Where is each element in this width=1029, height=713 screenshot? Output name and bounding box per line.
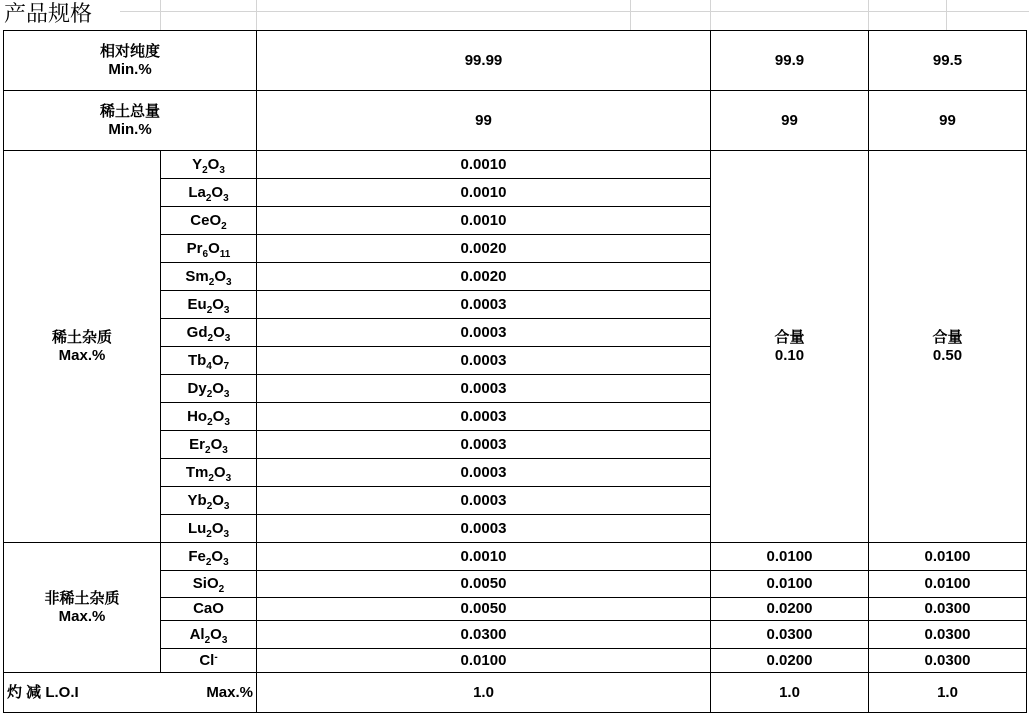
re-element-formula-sub2: 3 — [223, 388, 230, 400]
re-element-value[interactable]: 0.0003 — [257, 515, 711, 543]
re-element-formula — [190, 212, 226, 230]
re-element-formula-sub2: 7 — [223, 360, 230, 372]
non-re-element-value-1[interactable]: 0.0050 — [257, 571, 711, 598]
row-purity — [4, 31, 1027, 91]
re-combined-cell-2[interactable] — [711, 151, 869, 543]
non-re-element-formula-sub1: 2 — [218, 584, 225, 595]
re-element-formula — [187, 324, 231, 342]
non-re-element-formula-base: Cl — [199, 651, 215, 669]
re-element-formula-base: Tm — [185, 463, 209, 481]
re-element-value[interactable]: 0.0010 — [257, 151, 711, 179]
non-re-impurity-row — [4, 543, 1027, 571]
non-re-element-formula — [199, 652, 217, 670]
gridline — [256, 0, 257, 30]
spec-table — [3, 30, 1027, 713]
re-element-formula-sub1: 2 — [207, 416, 213, 428]
re-combined-value: 0.50 — [932, 346, 963, 364]
non-re-element-formula-base: Fe — [188, 547, 206, 565]
re-element-cell[interactable] — [161, 403, 257, 431]
re-element-value[interactable]: 0.0003 — [257, 431, 711, 459]
re-element-cell[interactable] — [161, 459, 257, 487]
re-element-formula-sub2: 11 — [219, 248, 231, 260]
non-re-impurity-label-unit: Max.% — [58, 607, 106, 625]
re-element-formula-sub2: 3 — [225, 472, 232, 484]
re-element-formula-sub1: 4 — [206, 360, 212, 372]
re-element-formula-mid: O — [212, 379, 224, 397]
re-element-formula-base: Y — [192, 155, 203, 173]
re-element-formula-sub1: 2 — [206, 500, 213, 512]
non-re-element-cell[interactable] — [161, 649, 257, 673]
re-element-formula — [188, 184, 228, 202]
re-element-formula-sub1: 2 — [206, 304, 213, 316]
re-element-value[interactable]: 0.0003 — [257, 291, 711, 319]
non-re-element-formula-sub2: 3 — [223, 556, 229, 568]
re-element-formula-base: Eu — [187, 295, 207, 313]
gridline — [160, 0, 161, 30]
re-combined-cell-3[interactable] — [869, 151, 1027, 543]
re-element-cell[interactable] — [161, 235, 257, 263]
re-combined-label: 合量 — [774, 328, 805, 346]
re-element-cell[interactable] — [161, 151, 257, 179]
non-re-element-formula-sub2: 3 — [221, 634, 228, 646]
re-combined-label: 合量 — [932, 328, 963, 346]
non-re-element-cell[interactable] — [161, 543, 257, 571]
re-element-formula — [187, 240, 231, 258]
re-element-value[interactable]: 0.0003 — [257, 487, 711, 515]
re-element-formula — [185, 268, 231, 286]
re-element-formula-base: Pr — [186, 239, 203, 257]
non-re-impurity-label-cn: 非稀土杂质 — [44, 589, 120, 607]
non-re-element-value-3[interactable]: 0.0300 — [869, 649, 1027, 673]
purity-value-3[interactable]: 99.5 — [869, 31, 1027, 91]
re-element-formula-base: Tb — [187, 351, 207, 369]
non-re-element-value-2[interactable]: 0.0200 — [711, 598, 869, 621]
re-element-cell[interactable] — [161, 431, 257, 459]
non-re-element-value-2[interactable]: 0.0100 — [711, 571, 869, 598]
re-element-formula-sub2: 3 — [223, 192, 229, 204]
re-impurity-label[interactable] — [4, 151, 161, 543]
re-element-formula — [188, 296, 230, 314]
re-element-formula-mid: O — [212, 295, 224, 313]
gridline — [710, 0, 711, 30]
re-element-formula-sub1: 2 — [221, 220, 227, 232]
re-element-formula-mid: O — [210, 435, 223, 453]
re-element-formula-base: La — [188, 183, 206, 201]
re-impurity-row — [4, 151, 1027, 179]
purity-label-unit: Min.% — [108, 60, 152, 78]
re-element-formula — [186, 464, 231, 482]
non-re-element-formula-mid: O — [210, 625, 222, 643]
re-element-value[interactable]: 0.0003 — [257, 375, 711, 403]
non-re-element-formula-sub1: 2 — [204, 634, 211, 646]
re-element-cell[interactable] — [161, 515, 257, 543]
re-element-formula-base: Er — [189, 435, 206, 453]
non-re-element-value-2[interactable]: 0.0300 — [711, 621, 869, 649]
re-element-formula — [188, 520, 229, 538]
non-re-element-formula — [193, 575, 224, 593]
non-re-element-value-3[interactable]: 0.0300 — [869, 598, 1027, 621]
non-re-element-value-2[interactable]: 0.0200 — [711, 649, 869, 673]
re-element-formula-mid: O — [211, 183, 224, 201]
re-element-formula-sub2: 3 — [224, 416, 230, 428]
non-re-element-value-1[interactable]: 0.0050 — [257, 598, 711, 621]
total-re-label-unit: Min.% — [108, 120, 152, 138]
re-element-formula-sub1: 2 — [208, 276, 215, 288]
re-element-formula-base: Sm — [185, 267, 209, 285]
re-element-formula-sub2: 3 — [226, 276, 232, 288]
re-element-formula-mid: O — [213, 323, 225, 341]
re-element-formula-sub1: 2 — [205, 192, 212, 204]
non-re-element-formula-base: Al — [189, 625, 205, 643]
re-element-value[interactable]: 0.0003 — [257, 319, 711, 347]
total-re-value-1[interactable]: 99 — [257, 91, 711, 151]
re-element-formula-mid: O — [214, 267, 226, 285]
re-element-cell[interactable] — [161, 487, 257, 515]
re-element-cell[interactable] — [161, 263, 257, 291]
non-re-element-value-1[interactable]: 0.0300 — [257, 621, 711, 649]
re-element-cell[interactable] — [161, 291, 257, 319]
re-element-formula-sub2: 3 — [224, 332, 231, 344]
re-element-formula-mid: O — [212, 407, 225, 425]
re-element-value[interactable]: 0.0003 — [257, 347, 711, 375]
non-re-element-formula-base: SiO — [192, 575, 219, 592]
re-impurity-label-unit: Max.% — [58, 346, 106, 364]
total-re-label[interactable] — [4, 91, 257, 151]
re-impurity-label-cn: 稀土杂质 — [51, 328, 112, 346]
re-element-formula-mid: O — [208, 239, 220, 257]
non-re-impurity-label[interactable] — [4, 543, 161, 673]
purity-label[interactable] — [4, 31, 257, 91]
re-element-formula-mid: O — [212, 491, 224, 509]
total-re-label-cn: 稀土总量 — [99, 102, 160, 120]
loi-label[interactable]: 灼 减 L.O.I — [4, 673, 161, 713]
re-element-formula-base: Yb — [187, 491, 207, 509]
re-element-value[interactable]: 0.0020 — [257, 263, 711, 291]
re-element-formula — [188, 352, 229, 370]
re-element-formula — [188, 492, 230, 510]
re-element-formula-sub1: 2 — [205, 444, 211, 456]
re-element-cell[interactable] — [161, 179, 257, 207]
re-element-value[interactable]: 0.0010 — [257, 207, 711, 235]
gridline — [630, 0, 631, 30]
non-re-element-formula-base: CaO — [193, 600, 224, 617]
gridline — [868, 0, 869, 30]
non-re-element-value-1[interactable]: 0.0100 — [257, 649, 711, 673]
re-element-cell[interactable] — [161, 207, 257, 235]
re-element-formula-mid: O — [211, 351, 224, 369]
re-element-formula — [189, 436, 228, 454]
re-element-formula-sub2: 3 — [223, 528, 230, 540]
loi-value-2[interactable]: 1.0 — [711, 673, 869, 713]
non-re-element-formula — [190, 626, 228, 644]
re-element-formula-sub2: 3 — [223, 304, 230, 316]
non-re-element-value-3[interactable]: 0.0100 — [869, 571, 1027, 598]
loi-unit[interactable]: Max.% — [161, 673, 257, 713]
re-element-formula-sub2: 3 — [219, 164, 225, 176]
re-element-formula-mid: O — [213, 463, 226, 481]
non-re-element-value-3[interactable]: 0.0300 — [869, 621, 1027, 649]
re-element-formula-sub1: 2 — [206, 388, 213, 400]
re-element-formula-base: Ho — [187, 407, 208, 425]
gridline — [946, 0, 947, 30]
row-loi — [4, 673, 1027, 713]
re-element-formula-base: Gd — [186, 323, 208, 341]
re-element-formula-sub2: 3 — [222, 444, 228, 456]
non-re-element-formula-sup: - — [214, 651, 218, 663]
purity-value-1[interactable]: 99.99 — [257, 31, 711, 91]
re-element-formula-sub1: 2 — [202, 164, 208, 176]
total-re-value-2[interactable]: 99 — [711, 91, 869, 151]
re-element-formula-sub1: 2 — [206, 528, 212, 540]
re-element-formula-sub1: 6 — [202, 248, 209, 260]
total-re-value-3[interactable]: 99 — [869, 91, 1027, 151]
re-element-formula-mid: O — [211, 519, 224, 537]
non-re-element-formula-sub1: 2 — [205, 556, 212, 568]
loi-value-1[interactable]: 1.0 — [257, 673, 711, 713]
purity-label-cn: 相对纯度 — [99, 42, 160, 60]
re-element-formula-base: Lu — [187, 519, 207, 537]
non-re-element-value-3[interactable]: 0.0100 — [869, 543, 1027, 571]
re-combined-value: 0.10 — [774, 346, 805, 364]
purity-value-2[interactable]: 99.9 — [711, 31, 869, 91]
re-element-formula-base: CeO — [190, 211, 222, 229]
re-element-formula-sub2: 3 — [223, 500, 230, 512]
non-re-element-cell[interactable] — [161, 621, 257, 649]
non-re-element-cell[interactable] — [161, 571, 257, 598]
re-element-cell[interactable] — [161, 375, 257, 403]
re-element-formula — [187, 408, 230, 426]
non-re-element-value-1[interactable]: 0.0010 — [257, 543, 711, 571]
row-total-re — [4, 91, 1027, 151]
re-element-formula — [188, 380, 230, 398]
loi-value-3[interactable]: 1.0 — [869, 673, 1027, 713]
non-re-element-formula — [193, 600, 224, 618]
non-re-element-value-2[interactable]: 0.0100 — [711, 543, 869, 571]
re-element-formula-sub1: 2 — [208, 472, 214, 484]
re-element-cell[interactable] — [161, 347, 257, 375]
non-re-element-cell[interactable] — [161, 598, 257, 621]
non-re-element-formula-mid: O — [211, 547, 224, 565]
re-element-value[interactable]: 0.0010 — [257, 179, 711, 207]
re-element-value[interactable]: 0.0020 — [257, 235, 711, 263]
re-element-value[interactable]: 0.0003 — [257, 403, 711, 431]
re-element-cell[interactable] — [161, 319, 257, 347]
sheet-title: 产品规格 — [4, 2, 93, 27]
re-element-formula-base: Dy — [187, 379, 207, 397]
re-element-formula-mid: O — [207, 155, 220, 173]
re-element-formula-sub1: 2 — [207, 332, 214, 344]
re-element-formula — [192, 156, 225, 174]
re-element-value[interactable]: 0.0003 — [257, 459, 711, 487]
non-re-element-formula — [188, 548, 228, 566]
